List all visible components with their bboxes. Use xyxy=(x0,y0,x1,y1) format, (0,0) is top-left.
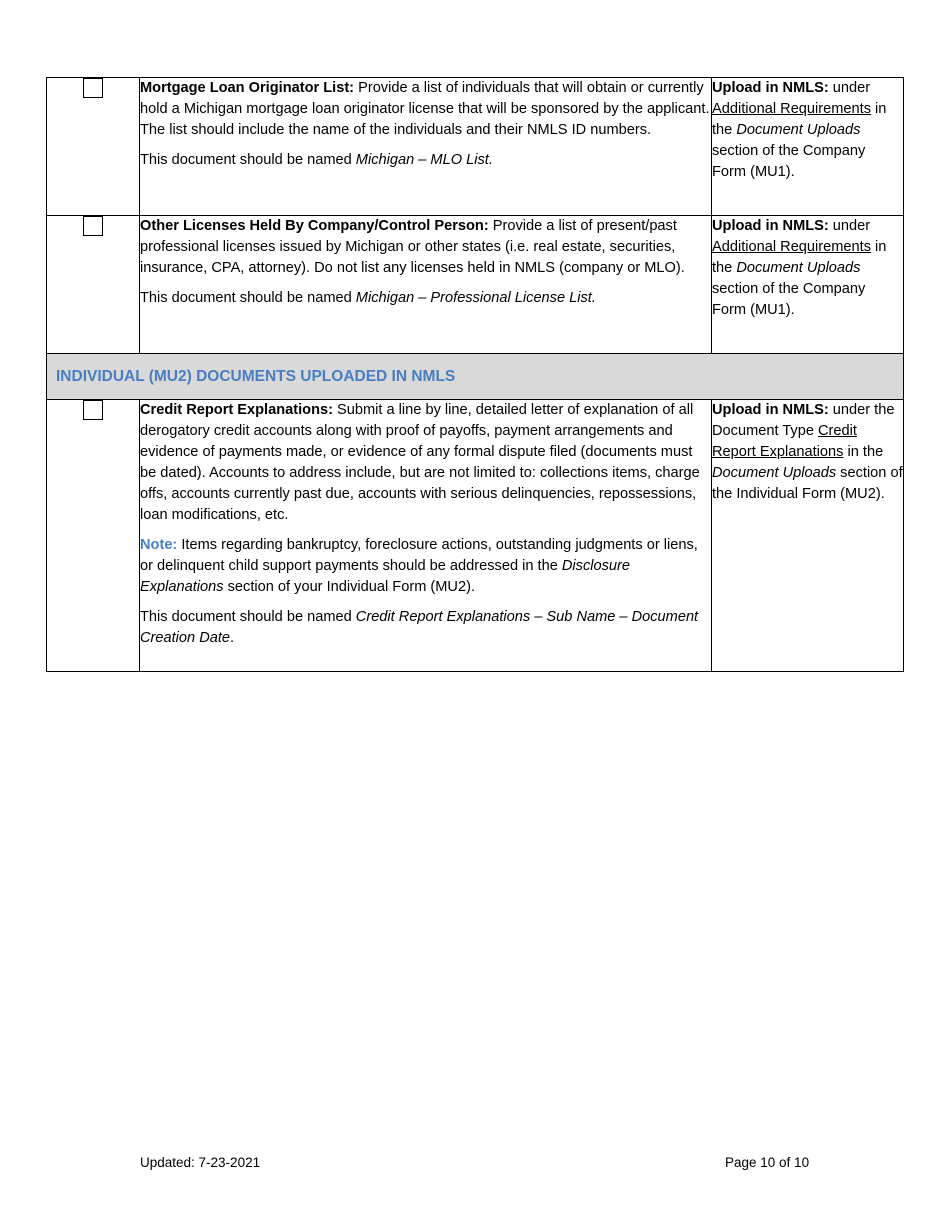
credit-report-explanations-link[interactable]: Credit Report Explanations xyxy=(712,423,857,460)
checkbox-cell xyxy=(47,78,140,216)
document-uploads-section: Document Uploads xyxy=(736,122,861,138)
checkbox-cell xyxy=(47,216,140,354)
upload-under: under the Document Type xyxy=(712,402,895,439)
description-cell xyxy=(140,78,712,216)
note-paragraph xyxy=(140,535,711,598)
table-row-other-licenses xyxy=(47,216,904,354)
naming-prefix: This document should be named xyxy=(140,609,356,625)
footer-page-number: Page 10 of 10 xyxy=(725,1155,810,1170)
upload-instruction xyxy=(712,400,903,505)
upload-in-the: in the xyxy=(843,444,884,460)
item-body: Submit a line by line, detailed letter of explanation of all derogatory credit accounts along with proof of payoffs, payment arrangements and evidence of payments made, or evidence of any formal dispute filed (documents must be dated). Accounts to address include, but are not limited to: collections items, charge offs, accounts currently past due, accounts with serious delinquencies, repossessions, loan modifications, etc. xyxy=(140,402,700,523)
item-body: Provide a list of individuals that will obtain or currently hold a Michigan mortgage loan originator license that will be sponsored by the applicant. The list should include the name of the individuals and their NMLS ID numbers. xyxy=(140,80,710,138)
document-name: Michigan – MLO List. xyxy=(355,152,493,168)
naming-suffix: . xyxy=(230,630,235,646)
section-header: INDIVIDUAL (MU2) DOCUMENTS UPLOADED IN NMLS xyxy=(47,354,904,400)
other-licenses-checkbox[interactable] xyxy=(83,216,103,236)
description-paragraph xyxy=(140,216,711,279)
document-uploads-section: Document Uploads xyxy=(712,465,837,481)
disclosure-explanations-section: Disclosure Explanations xyxy=(140,558,630,595)
item-title: Other Licenses Held By Company/Control Person: xyxy=(140,218,489,234)
credit-report-checkbox[interactable] xyxy=(83,400,103,420)
upload-location-cell xyxy=(712,216,904,354)
note-rest: section of your Individual Form (MU2). xyxy=(223,579,475,595)
upload-in-the: in the xyxy=(712,239,887,276)
upload-under: under xyxy=(828,218,871,234)
note-label: Note: xyxy=(140,537,178,553)
upload-label: Upload in NMLS: xyxy=(712,218,829,234)
upload-instruction xyxy=(712,78,903,183)
table-row-mlo-list xyxy=(47,78,904,216)
document-name: Michigan – Professional License List. xyxy=(355,290,596,306)
description-cell xyxy=(140,400,712,672)
requirements-table xyxy=(46,77,904,672)
upload-location-cell xyxy=(712,400,904,672)
item-title: Credit Report Explanations: xyxy=(140,402,333,418)
item-title: Mortgage Loan Originator List: xyxy=(140,80,355,96)
description-paragraph xyxy=(140,400,711,526)
description-paragraph xyxy=(140,78,711,141)
note-body: Items regarding bankruptcy, foreclosure actions, outstanding judgments or liens, or delinquent child support payments should be addressed in the xyxy=(140,537,698,574)
additional-requirements-link[interactable]: Additional Requirements xyxy=(712,239,871,255)
checkbox-cell xyxy=(47,400,140,672)
naming-instruction xyxy=(140,607,711,649)
upload-label: Upload in NMLS: xyxy=(712,402,829,418)
naming-prefix: This document should be named xyxy=(140,290,356,306)
upload-under: under xyxy=(828,80,871,96)
naming-instruction xyxy=(140,288,711,309)
additional-requirements-link[interactable]: Additional Requirements xyxy=(712,101,871,117)
table-row-credit-report xyxy=(47,400,904,672)
item-body: Provide a list of present/past professional licenses issued by Michigan or other states (i.e. real estate, securities, insurance, CPA, attorney). Do not list any licenses held in NMLS (company or MLO). xyxy=(140,218,685,276)
upload-rest: section of the Individual Form (MU2). xyxy=(712,465,903,502)
description-cell xyxy=(140,216,712,354)
naming-prefix: This document should be named xyxy=(140,152,356,168)
document-uploads-section: Document Uploads xyxy=(736,260,861,276)
upload-label: Upload in NMLS: xyxy=(712,80,829,96)
upload-rest: section of the Company Form (MU1). xyxy=(712,143,866,180)
footer-updated-date: Updated: 7-23-2021 xyxy=(140,1155,261,1170)
upload-instruction xyxy=(712,216,903,321)
upload-rest: section of the Company Form (MU1). xyxy=(712,281,866,318)
section-header-row xyxy=(47,354,904,400)
document-name: Credit Report Explanations – Sub Name – Document Creation Date xyxy=(140,609,699,646)
naming-instruction xyxy=(140,150,711,171)
upload-in-the: in the xyxy=(712,101,887,138)
upload-location-cell xyxy=(712,78,904,216)
mlo-list-checkbox[interactable] xyxy=(83,78,103,98)
